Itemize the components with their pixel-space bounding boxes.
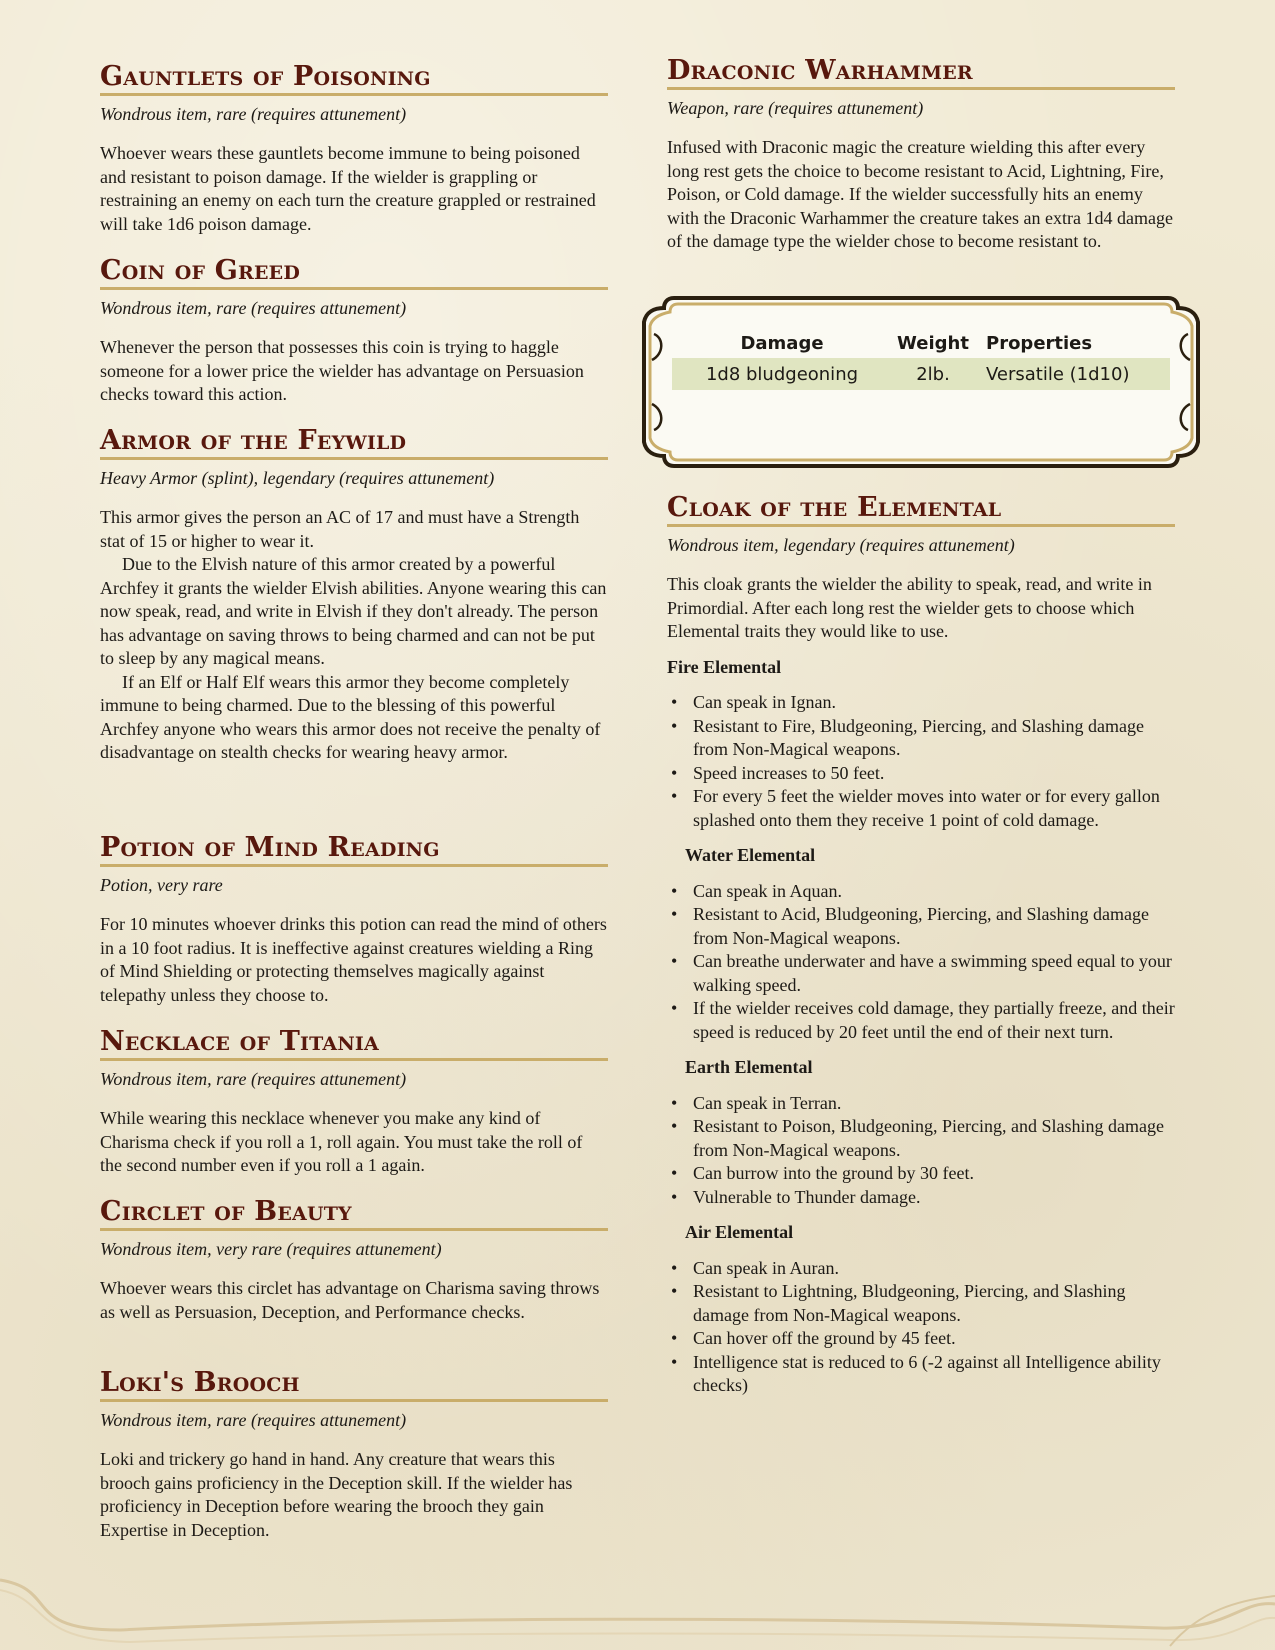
item-title: Cloak of the Elemental (667, 493, 1175, 527)
page-footer-ornament (0, 1560, 1275, 1650)
weapon-table (672, 328, 1170, 390)
section-heading-earth: Earth Elemental (685, 1057, 813, 1077)
item-description: Due to the Elvish nature of this armor created by a powerful Archfey it grants the wielder Elvish abilities. Anyone wearing this can now speak, read, and write in Elvish if they don't already. The person has advantage on saving throws to being charmed and can not be put to sleep by any magical means. (100, 554, 607, 668)
item-description: For 10 minutes whoever drinks this potion can read the mind of others in a 10 foot radius. It is ineffective against creatures wielding a Ring of Mind Shielding or protecting themselves magically against telepathy unless they choose to. (100, 914, 607, 1005)
item-subtitle: Wondrous item, rare (requires attunement) (100, 104, 407, 124)
section-heading-water: Water Elemental (685, 845, 816, 865)
item-armor-of-the-feywild (100, 426, 608, 765)
item-subtitle: Wondrous item, rare (requires attunement) (100, 298, 407, 318)
item-title: Necklace of Titania (100, 1027, 608, 1061)
list-item: • Can breathe underwater and have a swimming speed equal to your walking speed. (667, 950, 1175, 997)
item-title: Circlet of Beauty (100, 1197, 608, 1231)
list-item: • If the wielder receives cold damage, they partially freeze, and their speed is reduced by 20 feet until the end of their next turn. (667, 997, 1175, 1044)
list-item: • Resistant to Poison, Bludgeoning, Piercing, and Slashing damage from Non-Magical weapons. (667, 1115, 1175, 1162)
list-item: • Can speak in Ignan. (667, 691, 1175, 715)
list-item: • Can speak in Aquan. (667, 880, 1175, 904)
list-item: • For every 5 feet the wielder moves into water or for every gallon splashed onto them they receive 1 point of cold damage. (667, 785, 1175, 832)
list-item: • Can burrow into the ground by 30 feet. (667, 1162, 1175, 1186)
list-item: • Resistant to Acid, Bludgeoning, Piercing, and Slashing damage from Non-Magical weapons. (667, 903, 1175, 950)
item-description: This cloak grants the wielder the ability to speak, read, and write in Primordial. After each long rest the wielder gets to choose which Elemental traits they would like to use. (667, 574, 1152, 641)
list-item: • Can hover off the ground by 45 feet. (667, 1327, 1175, 1351)
item-description: Infused with Draconic magic the creature wielding this after every long rest gets the choice to become resistant to Acid, Lightning, Fire, Poison, or Cold damage. If the wielder successfully hits an enemy with the Draconic Warhammer the creature takes an extra 1d4 damage of the damage type the wielder chose to become resistant to. (667, 137, 1173, 251)
item-description: Loki and trickery go hand in hand. Any creature that wears this brooch gains proficiency in the Deception skill. If the wielder has proficiency in Deception before wearing the brooch they gain Expertise in Deception. (100, 1449, 573, 1540)
item-description: Whoever wears this circlet has advantage on Charisma saving throws as well as Persuasion, Deception, and Performance checks. (100, 1278, 600, 1322)
item-description: This armor gives the person an AC of 17 and must have a Strength stat of 15 or higher to wear it. (100, 507, 580, 551)
item-circlet-of-beauty (100, 1197, 608, 1324)
weapon-stat-block (640, 294, 1202, 470)
column-header-properties: Properties (986, 332, 1093, 354)
item-description: While wearing this necklace whenever you make any kind of Charisma check if you roll a 1, roll again. You must take the roll of the second number even if you roll a 1 again. (100, 1108, 583, 1175)
cell-damage: 1d8 bludgeoning (672, 358, 892, 390)
list-item: • Resistant to Fire, Bludgeoning, Piercing, and Slashing damage from Non-Magical weapons. (667, 715, 1175, 762)
list-item: • Can speak in Auran. (667, 1257, 1175, 1281)
list-item: • Resistant to Lightning, Bludgeoning, Piercing, and Slashing damage from Non-Magical weapons. (667, 1280, 1175, 1327)
item-gauntlets-of-poisoning (100, 62, 608, 236)
item-subtitle: Weapon, rare (requires attunement) (667, 98, 924, 118)
table-row (672, 358, 1170, 390)
item-title: Potion of Mind Reading (100, 833, 608, 867)
item-lokis-brooch (100, 1368, 608, 1542)
list-item: • Can speak in Terran. (667, 1092, 1175, 1116)
section-heading-air: Air Elemental (685, 1222, 794, 1242)
cell-properties: Versatile (1d10) (974, 358, 1170, 390)
item-coin-of-greed (100, 256, 608, 407)
list-item: • Vulnerable to Thunder damage. (667, 1186, 1175, 1210)
air-elemental-list (667, 1257, 1175, 1398)
item-title: Gauntlets of Poisoning (100, 62, 608, 96)
fire-elemental-list (667, 691, 1175, 832)
list-item: • Intelligence stat is reduced to 6 (-2 against all Intelligence ability checks) (667, 1351, 1175, 1398)
column-header-damage: Damage (740, 332, 824, 354)
item-title: Coin of Greed (100, 256, 608, 290)
item-subtitle: Heavy Armor (splint), legendary (requires attunement) (100, 468, 495, 488)
item-title: Loki's Brooch (100, 1368, 608, 1402)
item-potion-of-mind-reading (100, 833, 608, 1007)
item-subtitle: Potion, very rare (100, 875, 223, 895)
item-subtitle: Wondrous item, very rare (requires attunement) (100, 1239, 442, 1259)
section-heading-fire: Fire Elemental (667, 656, 782, 677)
item-draconic-warhammer (667, 56, 1175, 254)
column-header-weight: Weight (897, 332, 969, 354)
item-description: If an Elf or Half Elf wears this armor they become completely immune to being charmed. Due to the blessing of this powerful Archfey anyone who wears this armor does not receive the penalty of disadvantage on stealth checks for wearing heavy armor. (100, 671, 601, 762)
earth-elemental-list (667, 1092, 1175, 1210)
table-header-row (672, 328, 1170, 358)
item-subtitle: Wondrous item, legendary (requires attunement) (667, 535, 1015, 555)
item-description: Whoever wears these gauntlets become immune to being poisoned and resistant to poison damage. If the wielder is grappling or restraining an enemy on each turn the creature grappled or restrained will take 1d6 poison damage. (100, 143, 596, 234)
item-subtitle: Wondrous item, rare (requires attunement) (100, 1069, 407, 1089)
water-elemental-list (667, 880, 1175, 1045)
item-title: Draconic Warhammer (667, 56, 1175, 90)
item-necklace-of-titania (100, 1027, 608, 1178)
item-subtitle: Wondrous item, rare (requires attunement) (100, 1410, 407, 1430)
item-description: Whenever the person that possesses this coin is trying to haggle someone for a lower price the wielder has advantage on Persuasion checks toward this action. (100, 337, 584, 404)
item-title: Armor of the Feywild (100, 426, 608, 460)
item-cloak-of-the-elemental (667, 493, 1175, 1398)
cell-weight: 2lb. (892, 358, 974, 390)
list-item: • Speed increases to 50 feet. (667, 762, 1175, 786)
